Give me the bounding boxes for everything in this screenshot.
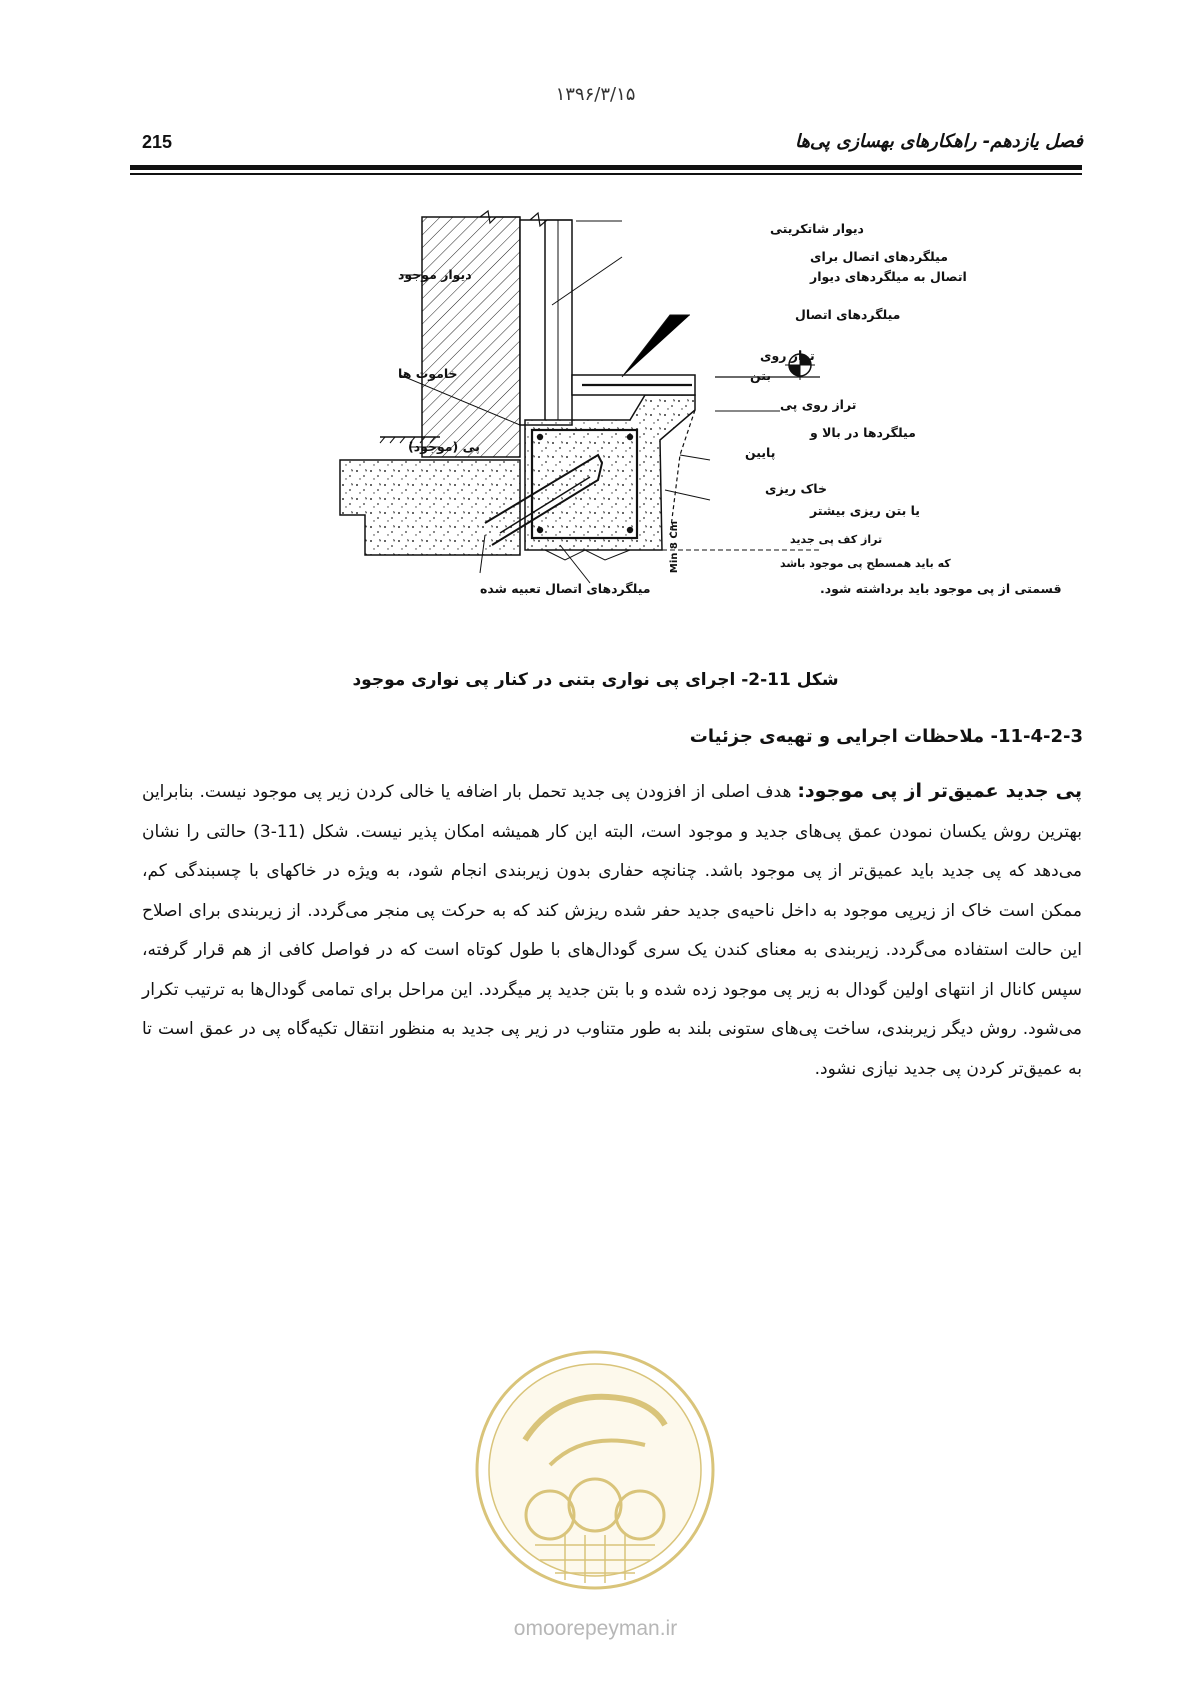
section-heading: 11-4-2-3- ملاحظات اجرایی و تهیه‌ی جزئیات bbox=[689, 726, 1083, 747]
label-connecting-bars-2: اتصال به میلگردهای دیوار bbox=[810, 269, 967, 284]
label-stirrups: خاموت ها bbox=[398, 366, 458, 381]
existing-wall-shape bbox=[422, 217, 520, 457]
omoor-peyman-logo bbox=[470, 1345, 720, 1595]
foundation-diagram bbox=[340, 215, 1062, 655]
figure-caption: شکل 11-2- اجرای پی نواری بتنی در کنار پی نواری موجود bbox=[352, 670, 839, 690]
label-top-of-concrete-2: بتن bbox=[750, 368, 772, 383]
label-existing-wall: دیوار موجود bbox=[398, 267, 472, 282]
watermark-url: omoorepeyman.ir bbox=[513, 1617, 678, 1640]
label-backfill-2: یا بتن ریزی بیشتر bbox=[810, 503, 921, 518]
label-flush-note: که باید همسطح پی موجود باشد bbox=[780, 557, 951, 570]
label-top-bottom-bars-2: پایین bbox=[745, 445, 776, 460]
label-remove-note: قسمتی از پی موجود باید برداشته شود. bbox=[820, 581, 1062, 596]
label-new-footing-bottom: تراز کف پی جدید bbox=[790, 533, 883, 546]
logo-emblem bbox=[470, 1345, 720, 1595]
header-date: ۱۳۹۶/۳/۱۵ bbox=[555, 84, 636, 105]
paragraph-text: هدف اصلی از افزودن پی جدید تحمل بار اضافه یا خالی کردن زیر پی موجود نیست. بنابراین بهترین روش یکسان نمودن عمق پی‌های جدید و موجود است، البته این کار همیشه امکان پذیر نیست. شکل (11-3) حالتی را نشان می‌دهد که پی جدید باید عمیق‌تر از پی موجود باشد. چنانچه حفاری بدون زیربندی انجام شود، به ویژه در خاکهای با چسبندگی کم، ممکن است خاک از زیرپی موجود به داخل ناحیه‌ی جدید حفر شده ریزش کند که به حرکت پی منجر می‌گردد. از زیربندی برای اصلاح این حالت استفاده می‌گردد. زیربندی به معنای کندن یک سری گودال‌های با طول کوتاه است که در فواصل کافی از هم قرار گرفته، سپس کانال از انتهای اولین گودال به زیر پی موجود زده شده و با بتن جدید پر میگردد. این مراحل برای تمامی گودال‌ها به ترتیب تکرار می‌شود. روش دیگر زیربندی، ساخت پی‌های ستونی بلند به طور متناوب در زیر پی جدید به منظور انتقال تکیه‌گاه پی در عمق است تا به عمیق‌تر کردن پی جدید نیازی نشود. bbox=[142, 782, 1083, 1079]
label-dowels: میلگردهای اتصال bbox=[795, 307, 901, 322]
chapter-title: فصل یازدهم- راهکارهای بهسازی پی‌ها bbox=[794, 131, 1083, 152]
label-top-of-concrete-1: تراز روی bbox=[760, 348, 815, 363]
label-top-of-footing: تراز روی پی bbox=[780, 397, 857, 412]
label-backfill-1: خاک ریزی bbox=[765, 481, 827, 496]
header-rule-thin bbox=[130, 173, 1082, 175]
label-shotcrete-wall: دیوار شاتکریتی bbox=[770, 221, 864, 236]
body-paragraph bbox=[142, 772, 1082, 1089]
paragraph-lead: پی جدید عمیق‌تر از پی موجود: bbox=[797, 780, 1082, 802]
shotcrete-wall-shape bbox=[520, 220, 572, 425]
label-min-8cm: Min 8 Cm bbox=[669, 520, 680, 574]
foundation-figure bbox=[340, 215, 1062, 655]
label-existing-footing: پی (موجود) bbox=[408, 439, 480, 454]
existing-footing-shape bbox=[340, 460, 520, 555]
label-top-bottom-bars-1: میلگردها در بالا و bbox=[810, 425, 916, 440]
label-embedded-dowels: میلگردهای اتصال تعبیه شده bbox=[480, 581, 651, 596]
page-number: 215 bbox=[142, 132, 173, 152]
label-connecting-bars-1: میلگردهای اتصال برای bbox=[810, 249, 948, 264]
header-rule-thick bbox=[130, 165, 1082, 170]
